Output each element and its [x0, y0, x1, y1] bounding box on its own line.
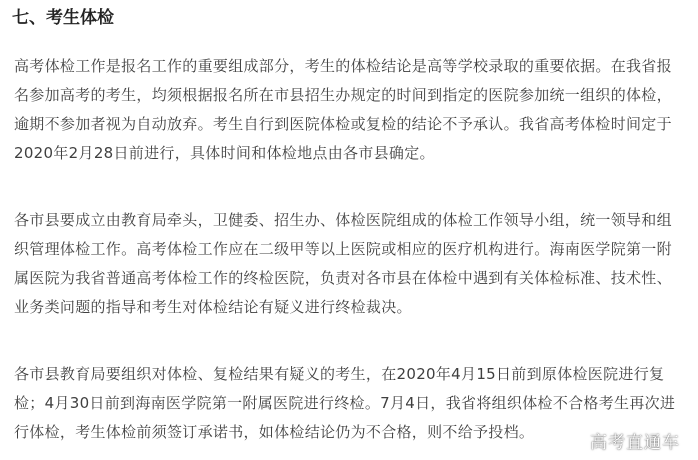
paragraph-line: 各市县教育局要组织对体检、复检结果有疑义的考生，在2020年4月15日前到原体检医院进行复: [14, 365, 665, 383]
section-heading: 七、考生体检: [12, 8, 114, 28]
watermark: 高考直通车: [590, 433, 680, 453]
paragraph-line: 逾期不参加者视为自动放弃。考生自行到医院体检或复检的结论不予承认。我省高考体检时间定于: [14, 115, 672, 133]
paragraph-line: 行体检，考生体检前须签订承诺书，如体检结论仍为不合格，则不给予投档。: [14, 423, 535, 441]
paragraph-line: 名参加高考的考生，均须根据报名所在市县招生办规定的时间到指定的医院参加统一组织的体检，: [14, 86, 672, 104]
paragraph-line: 织管理体检工作。高考体检工作应在二级甲等以上医院或相应的医疗机构进行。海南医学院第一附: [14, 240, 672, 258]
paragraph-line: 高考体检工作是报名工作的重要组成部分，考生的体检结论是高等学校录取的重要依据。在我省报: [14, 57, 672, 75]
paragraph-line: 业务类问题的指导和考生对体检结论有疑义进行终检裁决。: [14, 298, 412, 316]
paragraph-line: 检；4月30日前到海南医学院第一附属医院进行终检。7月4日，我省将组织体检不合格考生再次进: [14, 394, 676, 412]
paragraph-line: 属医院为我省普通高考体检工作的终检医院，负责对各市县在体检中遇到有关体检标准、技术性、: [14, 269, 672, 287]
paragraph-health-check-intro: [14, 52, 694, 168]
paragraph-leadership-group: [14, 206, 694, 322]
paragraph-line: 2020年2月28日前进行，具体时间和体检地点由各市县确定。: [14, 144, 435, 162]
paragraph-line: 各市县要成立由教育局牵头，卫健委、招生办、体检医院组成的体检工作领导小组，统一领导和组: [14, 211, 672, 229]
